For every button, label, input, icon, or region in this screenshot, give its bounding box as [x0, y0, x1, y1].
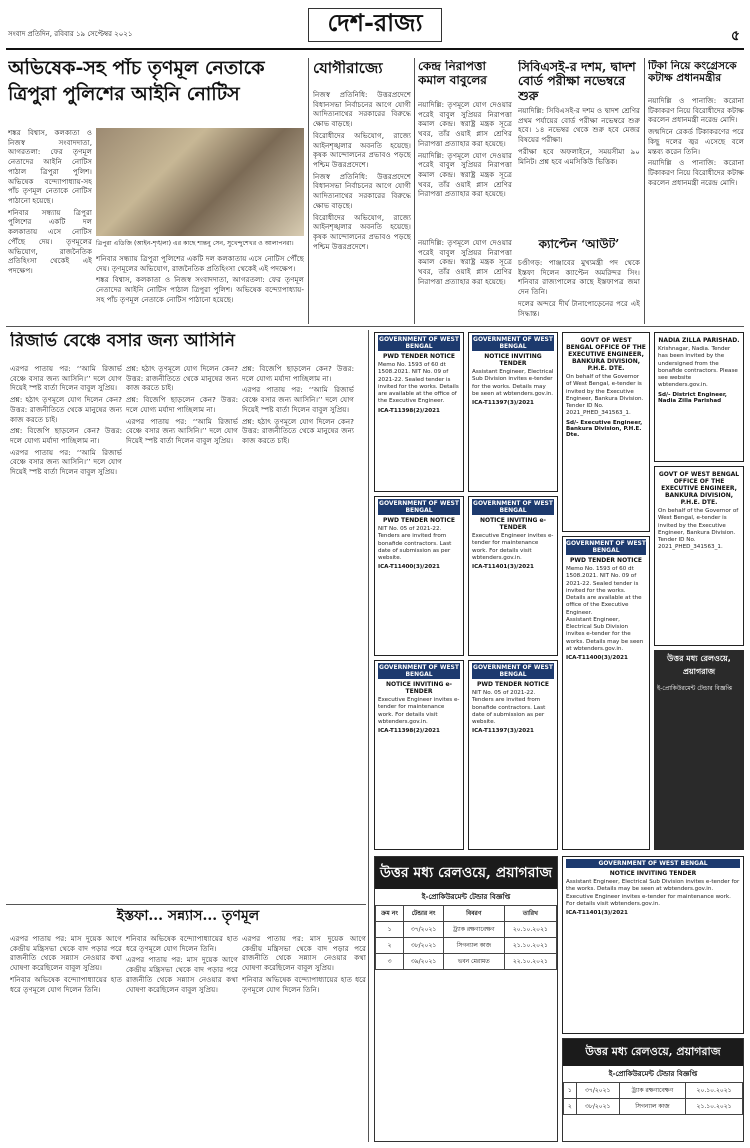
table-row: [564, 1083, 743, 1099]
istafa-paragraph: শনিবার অভিষেক বন্দ্যোপাধ্যায়ের হাত ধরে তৃণমূলে যোগ দিলেন তিনি।: [242, 974, 366, 994]
istafa-paragraph: শনিবার অভিষেক বন্দ্যোপাধ্যায়ের হাত ধরে তৃণমূলে যোগ দিলেন তিনি।: [126, 934, 238, 953]
table-cell: ট্র্যাক রক্ষণাবেক্ষণ: [619, 1083, 685, 1099]
captain-headline: ক্যাপ্টেন ‘আউট’: [538, 238, 620, 251]
tender-notice: [468, 332, 558, 492]
cbse-paragraph: পরীক্ষা হবে অফলাইনে, সময়সীমা ৯০ মিনিট। প্রশ্ন হবে এমসিকিউ ভিত্তিক।: [518, 146, 640, 166]
bankura-text: On behalf of the Governor of West Bengal, e-tender is invited by the Executive Engineer, Bankura Division. Tender ID No. 2021_PHED_341563_1.: [566, 374, 644, 417]
lead-headline-line2: ত্রিপুরা পুলিশের আইনি নোটিস: [8, 82, 240, 105]
kendra-story: [418, 60, 512, 100]
tika-paragraph: নয়াদিল্লি ও পানাজি: করোনা টিকাকরণ নিয়ে বিরোধীদের কটাক্ষ করলেন প্রধানমন্ত্রী নরেন্দ্র মোদি।: [648, 96, 744, 125]
lead-paragraph: শনিবার সন্ধ্যায় ত্রিপুরা পুলিশের একটি দল কলকাতায় এসে নোটিস পৌঁছে দেয়। তৃণমূলের অভিযোগ, রাজনৈতিক প্রতিহিংসা থেকেই এই পদক্ষেপ।: [8, 207, 92, 276]
notice-foot: ICA-T11400(3)/2021: [378, 564, 440, 571]
rbi-paragraph: প্রশ্ন: হঠাৎ তৃণমূলে যোগ দিলেন কেন? উত্তর: রাজনীতিতে থেকে মানুষের জন্য কাজ করতে চাই।: [10, 395, 122, 424]
notice-text: Executive Engineer invites e-tender for maintenance work. For details visit wbtenders.gov.in.: [378, 697, 460, 725]
yogi-story: [313, 60, 411, 86]
captain-body: [518, 258, 640, 322]
tika-headline-line2: কটাক্ষ প্রধানমন্ত্রীর: [648, 72, 722, 85]
table-header-row: [376, 906, 557, 922]
yogi-body: [313, 90, 411, 322]
table-cell: ১: [376, 922, 404, 938]
railway-notice-dark: [654, 650, 744, 850]
railway-tender-2: [562, 1038, 744, 1142]
top-rule: [6, 48, 744, 50]
rbi-body-col3: [242, 364, 354, 898]
tender-notice: [468, 660, 558, 850]
cbse-paragraph: নয়াদিল্লি: সিবিএসই-র দশম ও দ্বাদশ শ্রেণির প্রথম পর্যায়ের বোর্ড পরীক্ষা নভেম্বরে শুরু হবে। ১৪ নভেম্বর থেকে শুরু হবে মেজর বিষয়ের পরীক্ষা।: [518, 106, 640, 145]
lead-headline-line1: অভিষেক-সহ পাঁচ তৃণমূল নেতাকে: [8, 58, 265, 79]
tender-notice: [468, 496, 558, 656]
notice-text: Executive Engineer invites e-tender for maintenance work. For details visit wbtenders.gov.in.: [472, 533, 554, 561]
railway-tender: [374, 856, 558, 1142]
istafa-paragraph: এরপর পাতায় পর: মাস দুয়েক আগে কেন্দ্রীয় মন্ত্রিসভা থেকে বাদ পড়ার পরে রাজনীতি থেকে সন্ন্যাস নেওয়ার কথা ঘোষণা করেছিলেন বাবুল সুপ্রিয়।: [10, 934, 122, 973]
kendra-body-cont: [418, 238, 512, 322]
table-cell: ৩৮/২০২১: [404, 938, 444, 954]
yogi-paragraph: বিরোধীদের অভিযোগ, রাজ্যে আইনশৃঙ্খলার অবনতি হয়েছে। কৃষক আন্দোলনের প্রভাবও পড়ছে পশ্চিম উত্তরপ্রদেশে।: [313, 130, 411, 170]
column-divider: [644, 58, 645, 324]
table-cell: ২: [564, 1099, 577, 1115]
lead-body: [8, 128, 92, 318]
column-divider: [414, 58, 415, 324]
istafa-headline: ইস্তফা... সন্ন্যাস... তৃণমূল: [116, 908, 260, 924]
notice-head: GOVERNMENT OF WEST BENGAL: [473, 336, 553, 350]
rbi-body-col2: [126, 364, 238, 898]
yogi-paragraph: বিরোধীদের অভিযোগ, রাজ্যে আইনশৃঙ্খলার অবনতি হয়েছে। কৃষক আন্দোলনের প্রভাবও পড়ছে পশ্চিম উত্তরপ্রদেশে।: [313, 212, 411, 251]
notice-foot: ICA-T11400(3)/2021: [566, 655, 628, 662]
bankura-foot: Sd/- Executive Engineer, Bankura Division, P.H.E. Dte.: [566, 419, 643, 438]
kendra-headline-line1: কেন্দ্র নিরাপত্তা: [418, 60, 487, 73]
nadia-notice: [654, 332, 744, 462]
yogi-paragraph: নিজস্ব প্রতিনিধি: উত্তরপ্রদেশে বিধানসভা নির্বাচনের আগে যোগী আদিত্যনাথের সরকারের বিরুদ্ধে ক্ষোভ বাড়ছে।: [313, 171, 411, 210]
cbse-story: [518, 60, 640, 104]
yogi-headline: যোগীরাজ্যে: [313, 60, 383, 77]
captain-paragraph: দলের অন্দরে দীর্ঘ টানাপোড়েনের পরে এই সিদ্ধান্ত।: [518, 298, 640, 318]
lead-headline: [8, 58, 304, 130]
nadia-foot: Sd/- District Engineer, Nadia Zilla Parishad: [658, 391, 727, 404]
table-cell: ২১.১০.২০২১: [686, 1099, 743, 1115]
notice-title: NOTICE INVITING TENDER: [484, 353, 542, 367]
nadia-title: NADIA ZILLA PARISHAD.: [658, 337, 740, 344]
bankura-notice-2: [654, 466, 744, 646]
notice-title: PWD TENDER NOTICE: [569, 557, 643, 564]
section-rule: [6, 904, 366, 905]
notice-foot: ICA-T11398(2)/2021: [378, 407, 440, 414]
istafa-story: [10, 908, 366, 930]
notice-head: GOVERNMENT OF WEST BENGAL: [566, 859, 740, 868]
notice-title: NOTICE INVITING TENDER: [609, 870, 697, 877]
notice-text: Assistant Engineer, Electrical Sub Division invites e-tender for the works. Details may be seen at wbtenders.gov.in.: [566, 879, 740, 893]
rbi-paragraph: প্রশ্ন: বিজেপি ছাড়লেন কেন? উত্তর: দলে যোগ্য মর্যাদা পাচ্ছিলাম না।: [242, 364, 354, 383]
notice-text: NIT No. 05 of 2021-22. Tenders are invited from bonafide contractors. Last date of submission as per website.: [378, 526, 452, 562]
table-row: [376, 954, 557, 970]
tender-notice: [374, 332, 464, 492]
kendra-paragraph: নয়াদিল্লি: তৃণমূলে যোগ দেওয়ার পরেই বাবুল সুপ্রিয়র নিরাপত্তা কমাল কেন্দ্র। স্বরাষ্ট্র মন্ত্রক সূত্রে খবর, তাঁর ওয়াই প্লাস শ্রেণির নিরাপত্তা প্রত্যাহার করা হয়েছে।: [418, 150, 512, 199]
column-header: বিবরণ: [443, 906, 504, 922]
rbi-paragraph: প্রশ্ন: বিজেপি ছাড়লেন কেন? উত্তর: দলে যোগ্য মর্যাদা পাচ্ছিলাম না।: [126, 395, 238, 414]
lead-paragraph: শঙ্কর বিশ্বাস, কলকাতা ও নিজস্ব সংবাদদাতা, আগরতলা: ফের তৃণমূল নেতাদের আইনি নোটিস পাঠাল ত্রিপুরা পুলিশ। অভিষেক বন্দ্যোপাধ্যায়-সহ পাঁচ তৃণমূল নেতাকে নোটিস পাঠানো হয়েছে।: [8, 128, 92, 206]
notice-text: Executive Engineer invites e-tender for maintenance work. For details visit wbtenders.gov.in.: [566, 893, 731, 907]
rbi-paragraph: এরপর পাতায় পর: ‘‘আমি রিজার্ভ বেঞ্চে বসার জন্য আসিনি।’’ দলে যোগ দিয়েই স্পষ্ট বার্তা দিলেন বাবুল সুপ্রিয়।: [10, 364, 122, 393]
table-cell: ৩৭/২০২১: [404, 922, 444, 938]
notice-title: PWD TENDER NOTICE: [382, 517, 456, 524]
tender-notice: [374, 496, 464, 656]
table-cell: ৩৯/২০২১: [404, 954, 444, 970]
section-title: দেশ-রাজ্য: [308, 8, 442, 42]
tender-notice: [562, 536, 650, 850]
istafa-paragraph: শনিবার অভিষেক বন্দ্যোপাধ্যায়ের হাত ধরে তৃণমূলে যোগ দিলেন তিনি।: [10, 974, 122, 994]
column-header: টেন্ডার নং: [404, 906, 444, 922]
table-cell: ২২.১০.২০২১: [504, 954, 556, 970]
notice-head: GOVERNMENT OF WEST BENGAL: [379, 336, 459, 350]
rbi-paragraph: এরপর পাতায় পর: ‘‘আমি রিজার্ভ বেঞ্চে বসার জন্য আসিনি।’’ দলে যোগ দিয়েই স্পষ্ট বার্তা দিলেন বাবুল সুপ্রিয়।: [10, 447, 122, 477]
rbi-paragraph: প্রশ্ন: বিজেপি ছাড়লেন কেন? উত্তর: দলে যোগ্য মর্যাদা পাচ্ছিলাম না।: [10, 426, 122, 446]
kendra-body: [418, 100, 512, 234]
table-cell: সিগন্যাল কাজ: [443, 938, 504, 954]
tika-paragraph: জন্মদিনে রেকর্ড টিকাকরণের পরে কিছু দলের জ্বর এসেছে বলে মন্তব্য করেন তিনি।: [648, 127, 744, 156]
rbi-paragraph: এরপর পাতায় পর: ‘‘আমি রিজার্ভ বেঞ্চে বসার জন্য আসিনি।’’ দলে যোগ দিয়েই স্পষ্ট বার্তা দিলেন বাবুল সুপ্রিয়।: [242, 385, 354, 414]
table-cell: ২১.১০.২০২১: [504, 938, 556, 954]
lead-paragraph: শঙ্কর বিশ্বাস, কলকাতা ও নিজস্ব সংবাদদাতা, আগরতলা: ফের তৃণমূল নেতাদের আইনি নোটিস পাঠাল ত্রিপুরা পুলিশ। অভিষেক বন্দ্যোপাধ্যায়-সহ পাঁচ তৃণমূল নেতাকে নোটিস পাঠানো হয়েছে।: [96, 275, 304, 304]
table-cell: ২০.১০.২০২১: [504, 922, 556, 938]
railway-subtitle: ই-প্রোকিউরমেন্ট টেন্ডার বিজ্ঞপ্তি: [421, 893, 511, 901]
railway-title: উত্তর মধ্য রেলওয়ে, প্রয়াগরাজ: [667, 654, 731, 676]
table-cell: ২০.১০.২০২১: [686, 1083, 743, 1099]
notice-foot: ICA-T11401(3)/2021: [566, 910, 628, 917]
kendra-paragraph: নয়াদিল্লি: তৃণমূলে যোগ দেওয়ার পরেই বাবুল সুপ্রিয়র নিরাপত্তা কমাল কেন্দ্র। স্বরাষ্ট্র মন্ত্রক সূত্রে খবর, তাঁর ওয়াই প্লাস শ্রেণির নিরাপত্তা প্রত্যাহার করা হয়েছে।: [418, 100, 512, 148]
notice-title: PWD TENDER NOTICE: [382, 353, 456, 360]
railway-subtitle: ই-প্রোকিউরমেন্ট টেন্ডার বিজ্ঞপ্তি: [657, 685, 733, 692]
lead-photo: [96, 128, 304, 236]
tika-body: [648, 96, 744, 324]
section-rule: [6, 326, 744, 327]
notice-title: NOTICE INVITING e-TENDER: [479, 517, 547, 531]
lead-photo-caption: ত্রিপুরা এডিজি (আইন-শৃঙ্খলা) এর কাছে শান্তনু সেন, সুখেন্দুশেখর ও আলাপনরা।: [96, 240, 294, 247]
lead-body-cont: [96, 254, 304, 320]
cbse-headline-line2: বোর্ড পরীক্ষা নভেম্বরে শুরু: [518, 73, 626, 103]
table-cell: ট্র্যাক রক্ষণাবেক্ষণ: [443, 922, 504, 938]
railway-table: [563, 1082, 743, 1115]
notice-head: GOVERNMENT OF WEST BENGAL: [379, 664, 459, 678]
masthead: [0, 0, 750, 46]
railway-title: উত্তর মধ্য রেলওয়ে, প্রয়াগরাজ: [563, 1039, 743, 1066]
rbi-headline: রিজার্ভ বেঞ্চে বসার জন্য আসিনি: [10, 332, 235, 351]
table-cell: ভবন মেরামত: [443, 954, 504, 970]
bankura-title: GOVT OF WEST BENGAL OFFICE OF THE EXECUTIVE ENGINEER, BANKURA DIVISION, P.H.E. DTE.: [566, 337, 646, 372]
istafa-paragraph: এরপর পাতায় পর: মাস দুয়েক আগে কেন্দ্রীয় মন্ত্রিসভা থেকে বাদ পড়ার পরে রাজনীতি থেকে সন্ন্যাস নেওয়ার কথা ঘোষণা করেছিলেন বাবুল সুপ্রিয়।: [242, 934, 366, 973]
notice-foot: ICA-T11401(3)/2021: [472, 564, 534, 571]
istafa-body-col1: [10, 934, 122, 1140]
rbi-paragraph: এরপর পাতায় পর: ‘‘আমি রিজার্ভ বেঞ্চে বসার জন্য আসিনি।’’ দলে যোগ দিয়েই স্পষ্ট বার্তা দিলেন বাবুল সুপ্রিয়।: [126, 416, 238, 446]
tika-story: [648, 60, 744, 96]
dateline: সংবাদ প্রতিদিন, রবিবার ১৯ সেপ্টেম্বর ২০২১: [8, 30, 133, 38]
table-cell: ৩৮/২০২১: [576, 1099, 619, 1115]
cbse-body: [518, 106, 640, 234]
tender-notice: [562, 856, 744, 1034]
bankura-text: On behalf of the Governor of West Bengal, e-tender is invited by the Executive Engineer, Bankura Division. Tender ID No. 2021_PHED_341563_1.: [658, 508, 739, 551]
table-row: [376, 938, 557, 954]
column-divider: [308, 58, 309, 324]
notice-title: PWD TENDER NOTICE: [476, 681, 550, 688]
notice-text: NIT No. 05 of 2021-22. Tenders are invited from bonafide contractors. Last date of submission as per website.: [472, 690, 546, 726]
bankura-notice: [562, 332, 650, 532]
table-cell: ৩৭/২০২১: [576, 1083, 619, 1099]
tika-headline-line1: টিকা নিয়ে কংগ্রেসকে: [648, 60, 737, 72]
notice-head: GOVERNMENT OF WEST BENGAL: [473, 664, 553, 678]
captain-story: [518, 238, 640, 256]
column-header: তারিখ: [504, 906, 556, 922]
notice-title: NOTICE INVITING e-TENDER: [385, 681, 453, 695]
rbi-paragraph: প্রশ্ন: হঠাৎ তৃণমূলে যোগ দিলেন কেন? উত্তর: রাজনীতিতে থেকে মানুষের জন্য কাজ করতে চাই।: [242, 416, 354, 446]
rbi-paragraph: প্রশ্ন: হঠাৎ তৃণমূলে যোগ দিলেন কেন? উত্তর: রাজনীতিতে থেকে মানুষের জন্য কাজ করতে চাই।: [126, 364, 238, 393]
notice-text: Memo No. 1593 of 60 dt 1508.2021. NIT No. 09 of 2021-22. Sealed tender is invited for the works. Details are available at the office of the Executive Engineer.: [378, 362, 459, 405]
notice-text: Memo No. 1593 of 60 dt 1508.2021. NIT No. 09 of 2021-22. Sealed tender is invited for the works. Details are available at the office of the Executive Engineer.: [566, 566, 642, 616]
notice-foot: ICA-T11397(3)/2021: [472, 728, 534, 735]
rbi-story: [10, 332, 310, 360]
notice-foot: ICA-T11397(3)/2021: [472, 400, 534, 407]
notice-head: GOVERNMENT OF WEST BENGAL: [379, 500, 459, 514]
tika-paragraph: নয়াদিল্লি ও পানাজি: করোনা টিকাকরণ নিয়ে বিরোধীদের কটাক্ষ করলেন প্রধানমন্ত্রী নরেন্দ্র মোদি।: [648, 158, 744, 187]
captain-paragraph: চণ্ডীগড়: পাঞ্জাবের মুখ্যমন্ত্রী পদ থেকে ইস্তফা দিলেন ক্যাপ্টেন অমরিন্দর সিং। শনিবার রাজ্যপালের কাছে ইস্তফাপত্র জমা দেন তিনি।: [518, 258, 640, 297]
istafa-paragraph: এরপর পাতায় পর: মাস দুয়েক আগে কেন্দ্রীয় মন্ত্রিসভা থেকে বাদ পড়ার পরে রাজনীতি থেকে সন্ন্যাস নেওয়ার কথা ঘোষণা করেছিলেন বাবুল সুপ্রিয়।: [126, 955, 238, 994]
istafa-body-col2: [126, 934, 238, 1140]
table-row: [564, 1099, 743, 1115]
kendra-paragraph: নয়াদিল্লি: তৃণমূলে যোগ দেওয়ার পরেই বাবুল সুপ্রিয়র নিরাপত্তা কমাল কেন্দ্র। স্বরাষ্ট্র মন্ত্রক সূত্রে খবর, তাঁর ওয়াই প্লাস শ্রেণির নিরাপত্তা প্রত্যাহার করা হয়েছে।: [418, 238, 512, 286]
yogi-paragraph: নিজস্ব প্রতিনিধি: উত্তরপ্রদেশে বিধানসভা নির্বাচনের আগে যোগী আদিত্যনাথের সরকারের বিরুদ্ধে ক্ষোভ বাড়ছে।: [313, 90, 411, 129]
notice-head: GOVERNMENT OF WEST BENGAL: [566, 540, 646, 554]
column-divider: [368, 330, 369, 1142]
column-header: ক্রম নং: [376, 906, 404, 922]
notice-foot: ICA-T11398(2)/2021: [378, 728, 440, 735]
table-cell: ২: [376, 938, 404, 954]
istafa-body-col3: [242, 934, 366, 1140]
table-cell: ১: [564, 1083, 577, 1099]
railway-table: [375, 905, 557, 970]
nadia-text: Krishnagar, Nadia. Tender has been invited by the undersigned from the bonafide contractors. Please see website wbtenders.gov.in.: [658, 346, 738, 389]
page-number: ৫: [730, 28, 740, 44]
kendra-headline-line2: কমাল বাবুলের: [418, 72, 487, 87]
cbse-headline-line1: সিবিএসই-র দশম, দ্বাদশ: [518, 60, 636, 74]
lead-paragraph: শনিবার সন্ধ্যায় ত্রিপুরা পুলিশের একটি দল কলকাতায় এসে নোটিস পৌঁছে দেয়। তৃণমূলের অভিযোগ, রাজনৈতিক প্রতিহিংসা থেকেই এই পদক্ষেপ।: [96, 254, 304, 273]
bankura-title: GOVT OF WEST BENGAL OFFICE OF THE EXECUTIVE ENGINEER, BANKURA DIVISION, P.H.E. DTE.: [658, 471, 740, 506]
notice-text: Assistant Engineer, Electrical Sub Division invites e-tender for the works. Details may be seen at wbtenders.gov.in.: [566, 616, 644, 652]
notice-head: GOVERNMENT OF WEST BENGAL: [473, 500, 553, 514]
notice-text: Assistant Engineer, Electrical Sub Division invites e-tender for the works. Details may be seen at wbtenders.gov.in.: [472, 369, 554, 397]
railway-subtitle: ই-প্রোকিউরমেন্ট টেন্ডার বিজ্ঞপ্তি: [608, 1070, 698, 1078]
table-cell: ৩: [376, 954, 404, 970]
table-cell: সিগন্যাল কাজ: [619, 1099, 685, 1115]
table-row: [376, 922, 557, 938]
railway-title: উত্তর মধ্য রেলওয়ে, প্রয়াগরাজ: [375, 857, 557, 889]
rbi-body-col1: [10, 364, 122, 898]
tender-notice: [374, 660, 464, 850]
